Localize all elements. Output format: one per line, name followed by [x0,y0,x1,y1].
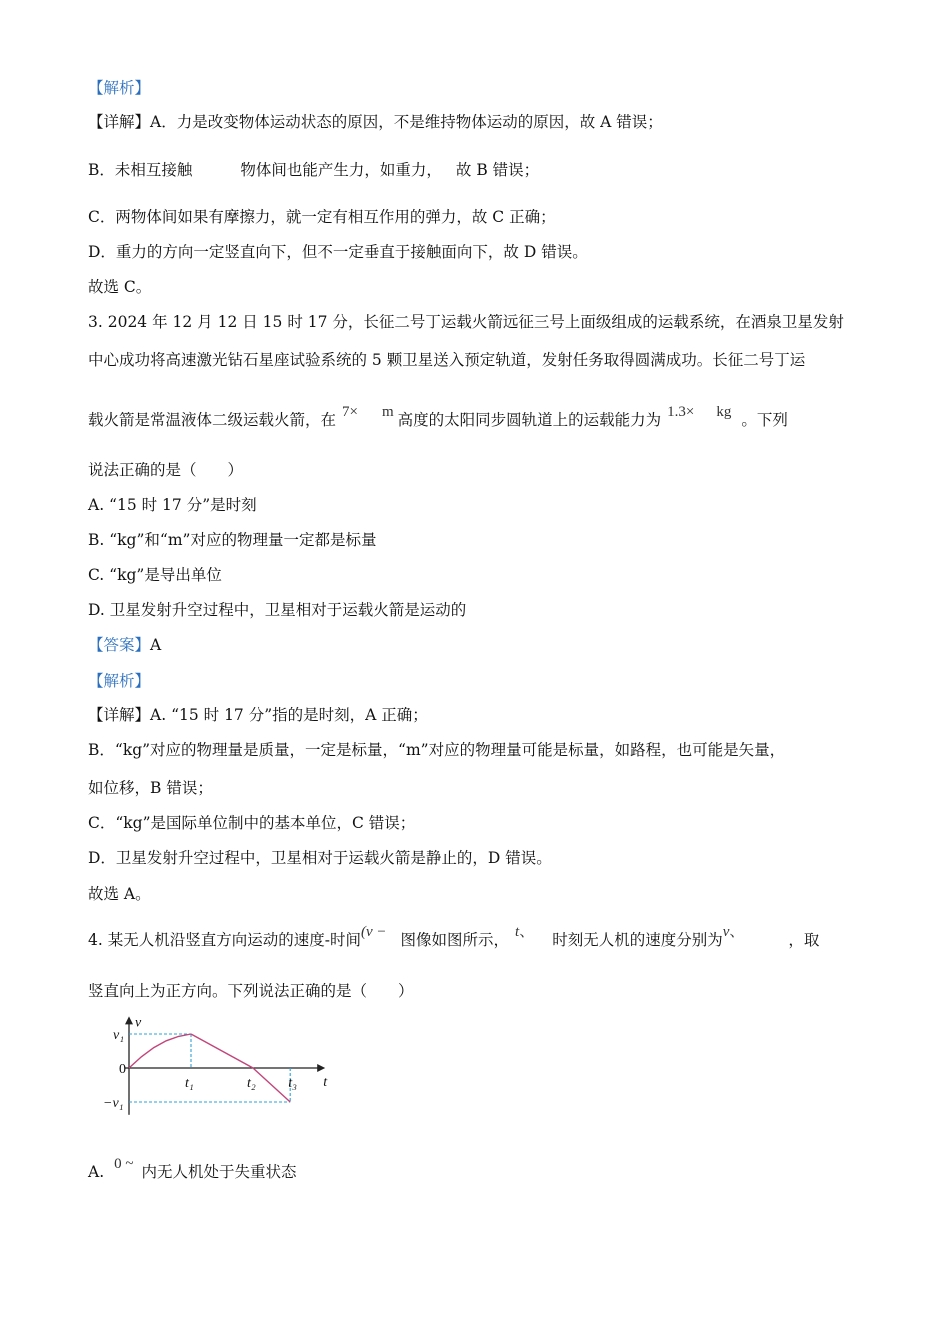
stem-text: 时刻无人机的速度分别为 [552,931,723,949]
detail-line-b [88,160,539,180]
question-4-stem-line2: 竖直向上为正方向。下列说法正确的是（ ） [88,982,414,1000]
detail-line-b1: B．“kg”对应的物理量是质量，一定是标量，“m”对应的物理量可能是标量，如路程，也可能是矢量， [88,741,786,759]
x-tick-label: t₂ [247,1076,256,1091]
analysis-label [88,78,150,98]
detail-line-d: D．卫星发射升空过程中，卫星相对于运载火箭是静止的，D 错误。 [88,849,552,867]
chart-labels [103,1015,328,1111]
detail-b-part2: 物体间也能产生力，如重力， [240,161,442,179]
option-a-math: 0 ~ [114,1156,134,1172]
x-tick-label: t₃ [288,1076,297,1091]
y-tick-label: −v₁ [103,1096,124,1111]
math-v-sep: 、 [729,924,745,940]
question-3-stem-line3 [88,404,788,431]
y-axis-label: v [135,1015,142,1031]
math-t-sep: 、 [519,924,535,940]
stem-text: 图像如图所示， [400,931,510,949]
detail-line-a [88,112,663,132]
analysis-tag: 【解析】 [88,672,151,690]
detail-line-a [88,705,428,725]
unit-kg: kg [716,404,732,420]
math-height: 7× [342,404,358,420]
unit-m: m [381,404,394,420]
detail-line-b2: 如位移，B 错误； [88,779,213,797]
detail-b-part1: B．未相互接触 [88,161,193,179]
math-t: t [515,924,520,940]
option-c: C. “kg”是导出单位 [88,566,222,584]
stem-text: 4. 某无人机沿竖直方向运动的速度-时间 [88,931,361,949]
detail-tag: 【详解】 [88,706,151,724]
velocity-time-graph [96,1006,328,1118]
stem-text: 高度的太阳同步圆轨道上的运载能力为 [397,411,662,429]
math-vt: (v − [360,924,387,940]
x-tick-label: t₁ [185,1076,194,1091]
detail-text: A．力是改变物体运动状态的原因，不是维持物体运动的原因，故 A 错误； [150,113,663,131]
conclusion: 故选 C。 [88,278,152,296]
math-v: v [722,924,730,940]
math-capacity: 1.3× [667,404,695,420]
chart-axes [125,1016,325,1114]
detail-b-part3: 故 B 错误； [455,161,540,179]
option-d: D. 卫星发射升空过程中，卫星相对于运载火箭是运动的 [88,601,467,619]
answer-tag: 【答案】 [88,636,151,654]
option-a: A. “15 时 17 分”是时刻 [88,496,257,514]
conclusion: 故选 A。 [88,885,151,903]
x-axis-label: t [323,1075,328,1090]
question-3-stem-line2: 中心成功将高速激光钻石星座试验系统的 5 颗卫星送入预定轨道，发射任务取得圆满成功。长征二号丁运 [88,351,806,369]
question-4-stem-line1 [88,924,820,951]
stem-text: 。下列 [741,411,788,429]
y-axis-arrow [125,1016,133,1024]
detail-line-c: C．两物体间如果有摩擦力，就一定有相互作用的弹力，故 C 正确； [88,208,556,226]
question-3-stem-line1: 3. 2024 年 12 月 12 日 15 时 17 分，长征二号丁运载火箭远征三号上面级组成的运载系统，在酒泉卫星发射 [88,313,844,331]
y-tick-label: 0 [119,1062,126,1077]
detail-line-c: C．“kg”是国际单位制中的基本单位，C 错误； [88,814,416,832]
option-label: A. [88,1163,105,1181]
analysis-label [88,671,150,691]
y-tick-label: v₁ [113,1028,125,1043]
detail-text: A. “15 时 17 分”指的是时刻，A 正确； [150,706,428,724]
question-3-stem-line4: 说法正确的是（ ） [88,461,244,479]
detail-tag: 【详解】 [88,113,151,131]
answer-line [88,635,161,655]
stem-text: 载火箭是常温液体二级运载火箭，在 [88,411,337,429]
analysis-tag: 【解析】 [88,79,151,97]
stem-text: ，取 [788,931,820,949]
detail-line-d: D．重力的方向一定竖直向下，但不一定垂直于接触面向下，故 D 错误。 [88,243,588,261]
answer-value: A [150,636,162,654]
x-axis-arrow [317,1064,325,1072]
option-a-text: 内无人机处于失重状态 [141,1163,297,1181]
question-4-option-a [88,1156,297,1183]
velocity-curve [129,1034,191,1068]
option-b: B. “kg”和“m”对应的物理量一定都是标量 [88,531,377,549]
